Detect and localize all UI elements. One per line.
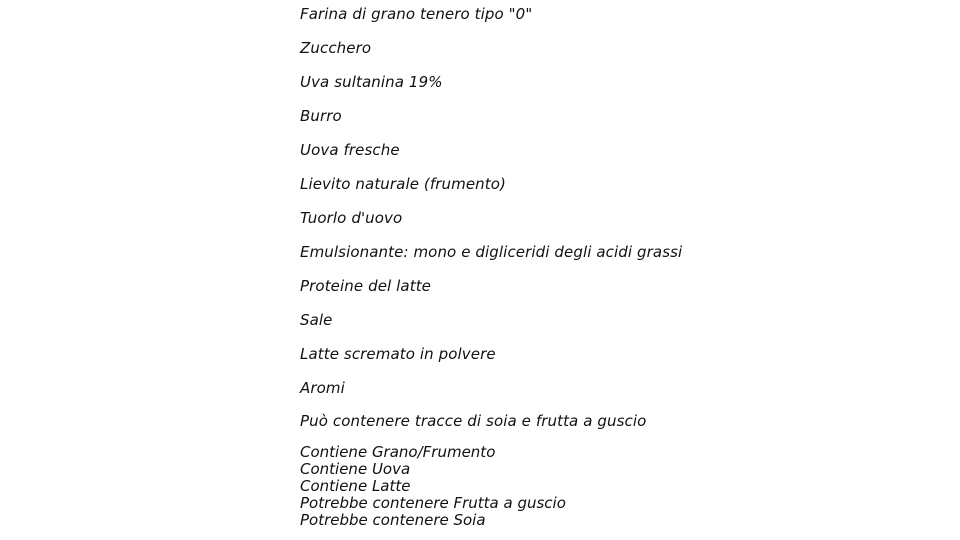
ingredient-flour: Farina di grano tenero tipo "0": [300, 5, 533, 23]
allergen-item: Potrebbe contenere Frutta a guscio: [300, 494, 566, 512]
ingredient-salt: Sale: [300, 311, 333, 329]
ingredient-emulsifier: Emulsionante: mono e digliceridi degli acidi grassi: [300, 243, 683, 261]
ingredient-butter: Burro: [300, 107, 342, 125]
ingredient-aromas: Aromi: [300, 379, 345, 397]
ingredient-eggs: Uova fresche: [300, 141, 400, 159]
ingredient-traces-note: Può contenere tracce di soia e frutta a guscio: [300, 412, 647, 430]
ingredient-yolk: Tuorlo d'uovo: [300, 209, 403, 227]
allergen-item: Contiene Uova: [300, 460, 411, 478]
ingredient-raisins: Uva sultanina 19%: [300, 73, 443, 91]
allergen-list: [300, 444, 566, 529]
ingredient-skim-milk: Latte scremato in polvere: [300, 345, 496, 363]
ingredient-yeast: Lievito naturale (frumento): [300, 175, 506, 193]
allergen-item: Potrebbe contenere Soia: [300, 511, 486, 529]
ingredient-milk-protein: Proteine del latte: [300, 277, 432, 295]
allergen-item: Contiene Grano/Frumento: [300, 443, 496, 461]
ingredient-sugar: Zucchero: [300, 39, 372, 57]
allergen-item: Contiene Latte: [300, 477, 411, 495]
